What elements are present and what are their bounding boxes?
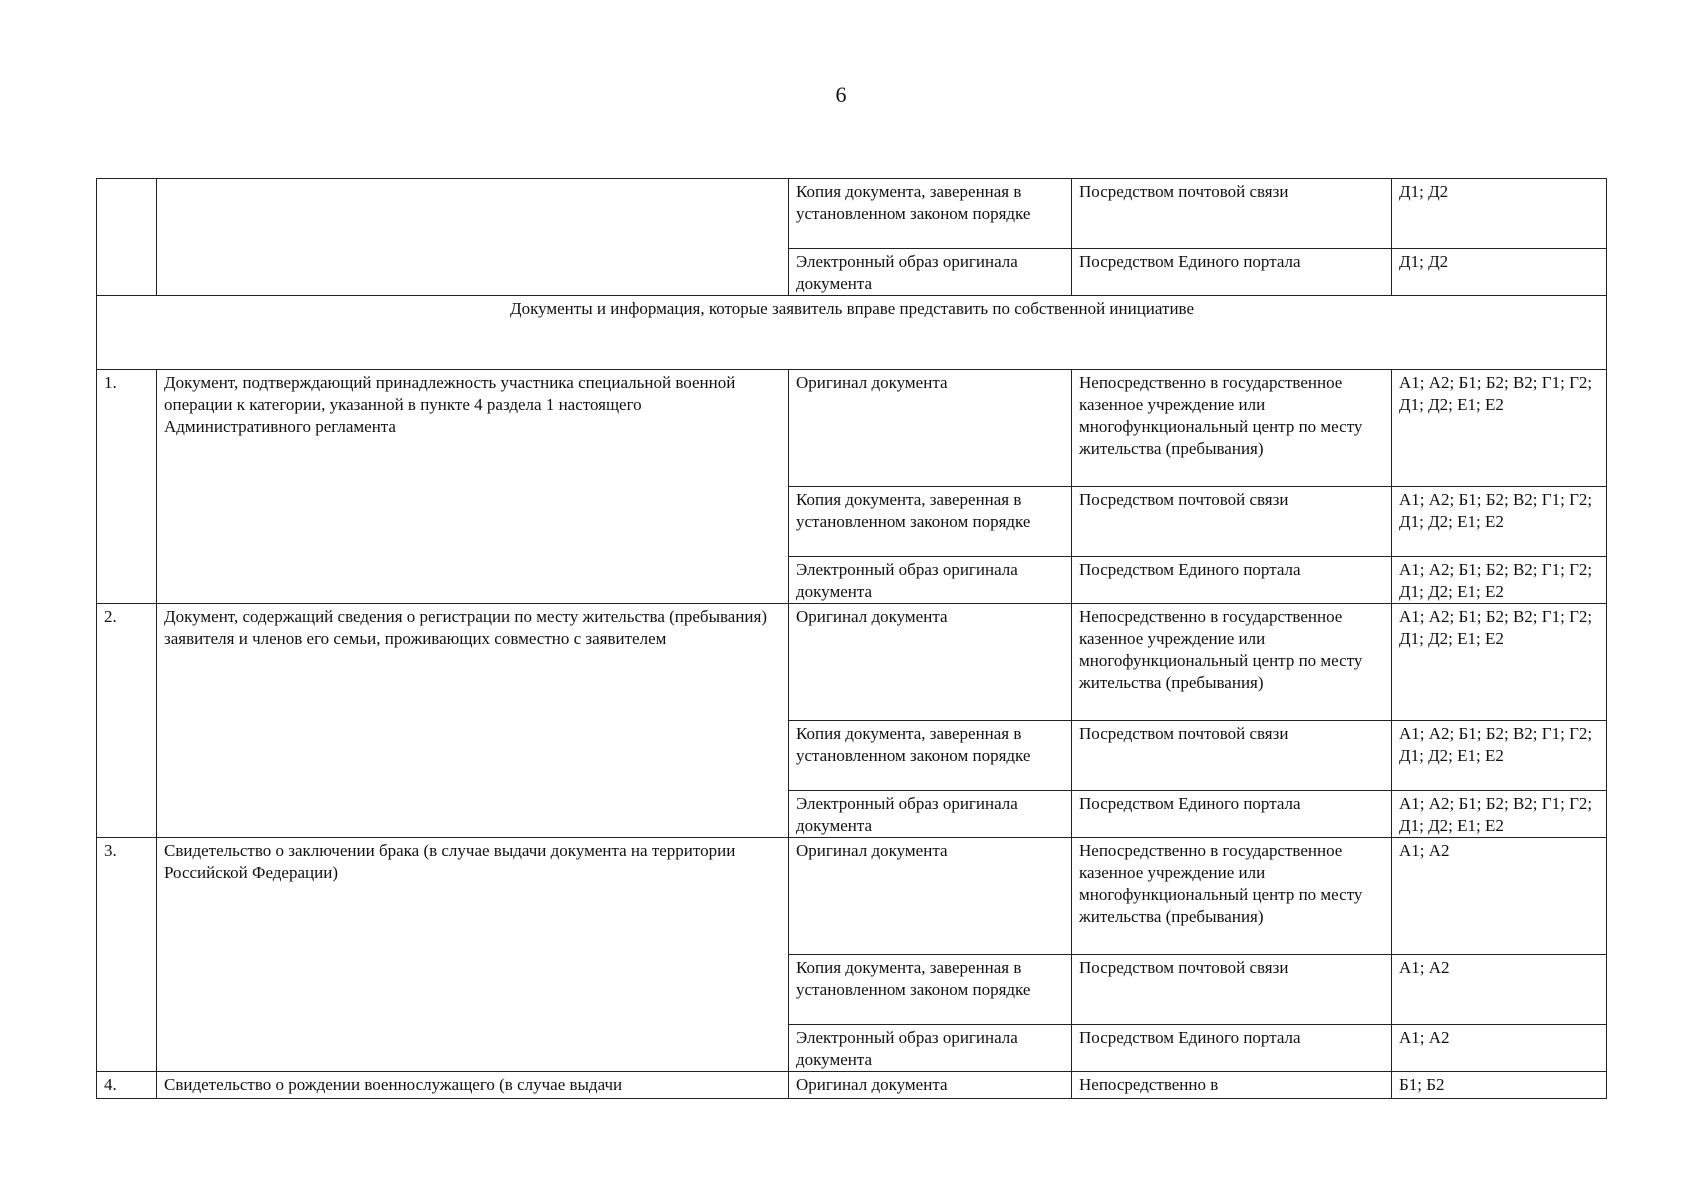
table-row — [97, 604, 1607, 721]
document-form-cell: Копия документа, заверенная в установленном законом порядке — [789, 955, 1072, 1025]
document-form-cell: Оригинал документа — [789, 838, 1072, 955]
document-form-cell: Электронный образ оригинала документа — [789, 791, 1072, 838]
categories-cell: А1; А2; Б1; Б2; В2; Г1; Г2; Д1; Д2; Е1; Е2 — [1392, 791, 1607, 838]
page-number: 6 — [835, 82, 847, 107]
submission-method-cell: Посредством почтовой связи — [1072, 487, 1392, 557]
document-name: Свидетельство о заключении брака (в случае выдачи документа на территории Российской Федерации) — [157, 838, 789, 1072]
row-number-cell — [97, 179, 157, 296]
document-name-cell — [157, 179, 789, 296]
row-number: 2. — [97, 604, 157, 838]
submission-method-cell: Посредством почтовой связи — [1072, 721, 1392, 791]
document-form-cell: Оригинал документа — [789, 1072, 1072, 1099]
document-form-cell: Оригинал документа — [789, 370, 1072, 487]
categories-cell: А1; А2; Б1; Б2; В2; Г1; Г2; Д1; Д2; Е1; Е2 — [1392, 721, 1607, 791]
table-row — [97, 1072, 1607, 1099]
submission-method-cell: Посредством Единого портала — [1072, 249, 1392, 296]
submission-method-cell: Посредством почтовой связи — [1072, 179, 1392, 249]
categories-cell: А1; А2 — [1392, 838, 1607, 955]
categories-cell: Д1; Д2 — [1392, 249, 1607, 296]
submission-method-cell: Посредством Единого портала — [1072, 1025, 1392, 1072]
document-form-cell: Электронный образ оригинала документа — [789, 1025, 1072, 1072]
document-name: Документ, подтверждающий принадлежность участника специальной военной операции к категории, указанной в пункте 4 раздела 1 настоящего Административного регламента — [157, 370, 789, 604]
categories-cell: А1; А2; Б1; Б2; В2; Г1; Г2; Д1; Д2; Е1; Е2 — [1392, 604, 1607, 721]
document-form-cell: Оригинал документа — [789, 604, 1072, 721]
row-number: 3. — [97, 838, 157, 1072]
section-title: Документы и информация, которые заявитель вправе представить по собственной инициативе — [97, 296, 1607, 370]
submission-method-cell: Непосредственно в — [1072, 1072, 1392, 1099]
table-row — [97, 370, 1607, 487]
document-form-cell: Копия документа, заверенная в установленном законом порядке — [789, 179, 1072, 249]
submission-method-cell: Непосредственно в государственное казенное учреждение или многофункциональный центр по месту жительства (пребывания) — [1072, 838, 1392, 955]
categories-cell: А1; А2; Б1; Б2; В2; Г1; Г2; Д1; Д2; Е1; Е2 — [1392, 370, 1607, 487]
categories-cell: А1; А2; Б1; Б2; В2; Г1; Г2; Д1; Д2; Е1; Е2 — [1392, 487, 1607, 557]
document-form-cell: Электронный образ оригинала документа — [789, 557, 1072, 604]
table-row — [97, 179, 1607, 249]
submission-method-cell: Непосредственно в государственное казенное учреждение или многофункциональный центр по месту жительства (пребывания) — [1072, 604, 1392, 721]
submission-method-cell: Посредством Единого портала — [1072, 791, 1392, 838]
submission-method-cell: Непосредственно в государственное казенное учреждение или многофункциональный центр по месту жительства (пребывания) — [1072, 370, 1392, 487]
document-name: Документ, содержащий сведения о регистрации по месту жительства (пребывания) заявителя и членов его семьи, проживающих совместно с заявителем — [157, 604, 789, 838]
section-header-row — [97, 296, 1607, 370]
document-form-cell: Копия документа, заверенная в установленном законом порядке — [789, 487, 1072, 557]
row-number: 1. — [97, 370, 157, 604]
submission-method-cell: Посредством Единого портала — [1072, 557, 1392, 604]
document-name: Свидетельство о рождении военнослужащего (в случае выдачи — [157, 1072, 789, 1099]
row-number: 4. — [97, 1072, 157, 1099]
document-form-cell: Электронный образ оригинала документа — [789, 249, 1072, 296]
documents-table — [96, 178, 1607, 1099]
categories-cell: А1; А2 — [1392, 1025, 1607, 1072]
categories-cell: А1; А2 — [1392, 955, 1607, 1025]
categories-cell: Д1; Д2 — [1392, 179, 1607, 249]
table-row — [97, 838, 1607, 955]
categories-cell: А1; А2; Б1; Б2; В2; Г1; Г2; Д1; Д2; Е1; Е2 — [1392, 557, 1607, 604]
submission-method-cell: Посредством почтовой связи — [1072, 955, 1392, 1025]
categories-cell: Б1; Б2 — [1392, 1072, 1607, 1099]
document-form-cell: Копия документа, заверенная в установленном законом порядке — [789, 721, 1072, 791]
